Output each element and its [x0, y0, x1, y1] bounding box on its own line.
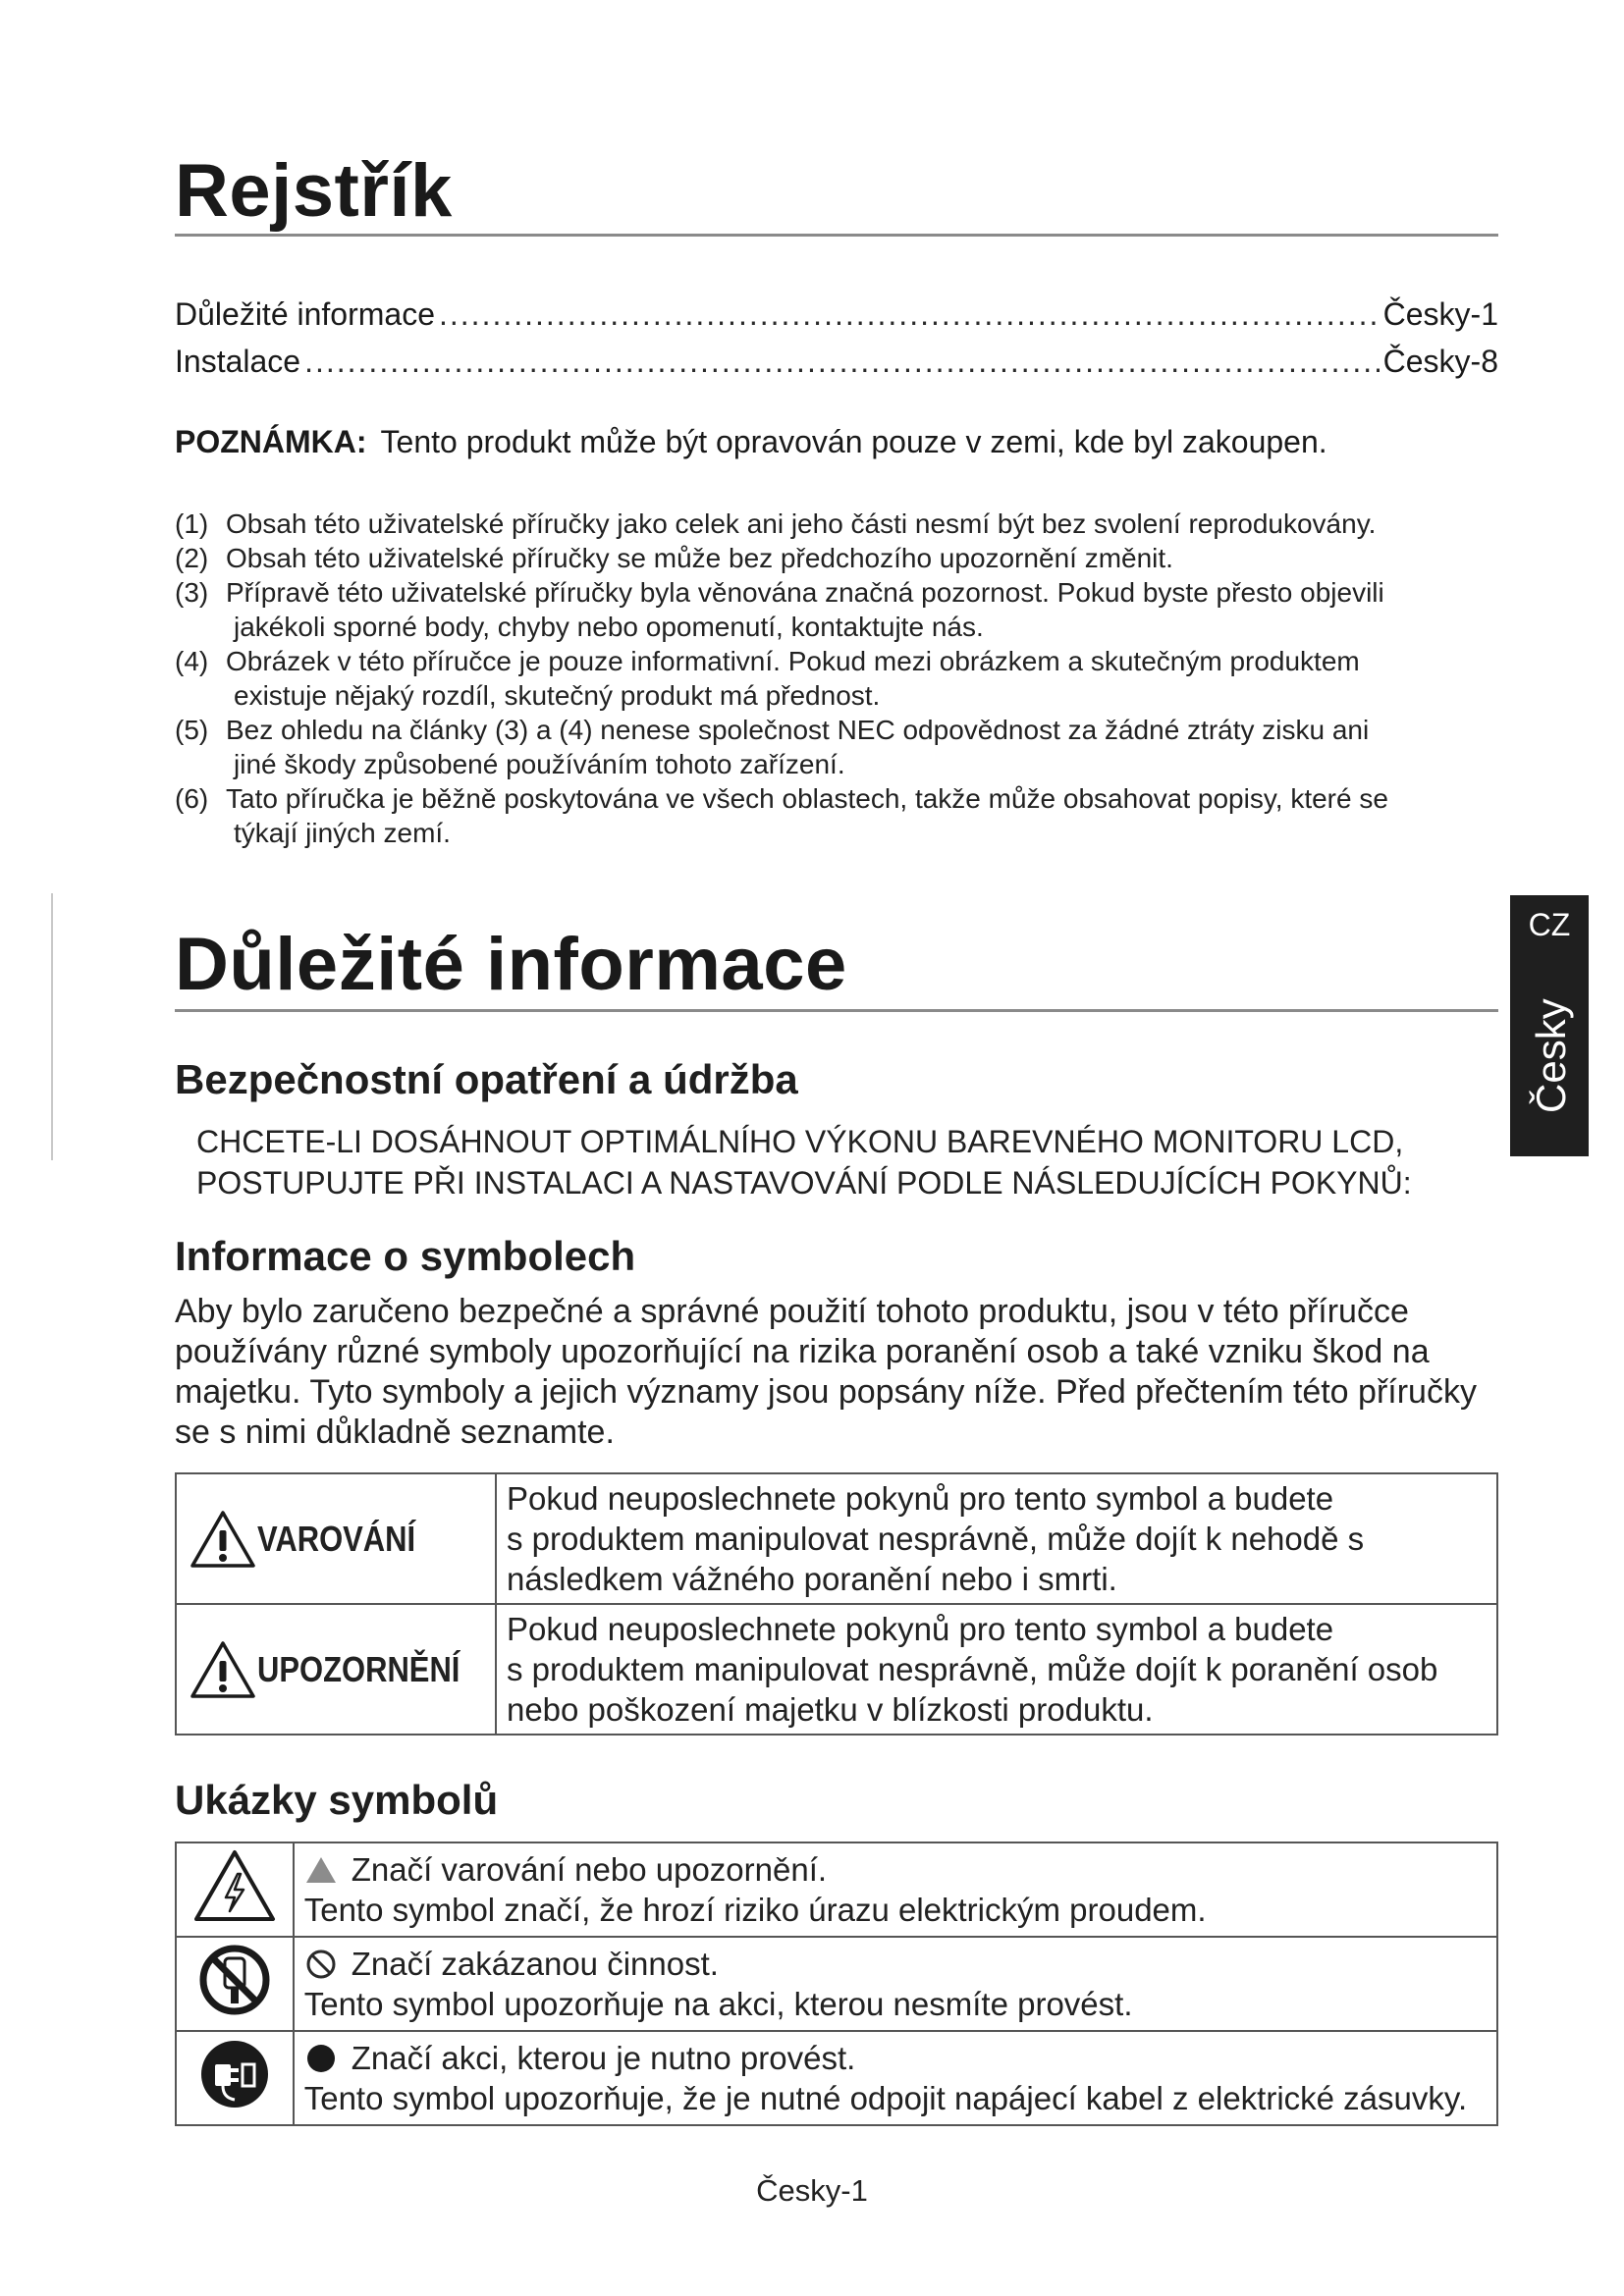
example-explanation: Tento symbol upozorňuje na akci, kterou nesmíte provést.: [303, 1986, 1133, 2022]
examples-heading: Ukázky symbolů: [175, 1777, 499, 1823]
safety-intro-line: POSTUPUJTE PŘI INSTALACI A NASTAVOVÁNÍ PODLE NÁSLEDUJÍCÍCH POKYNŮ:: [196, 1165, 1412, 1201]
language-code: CZ: [1528, 907, 1571, 942]
list-item-number: (3): [175, 577, 209, 608]
symbol-examples-table: [175, 1842, 1498, 2126]
do-not-disassemble-icon: [195, 1941, 274, 2019]
toc-entry-page: Česky-8: [1382, 344, 1498, 379]
safety-intro-line: CHCETE-LI DOSÁHNOUT OPTIMÁLNÍHO VÝKONU BAREVNÉHO MONITORU LCD,: [196, 1124, 1404, 1159]
list-item-number: (2): [175, 543, 209, 573]
safety-heading: Bezpečnostní opatření a údržba: [175, 1056, 798, 1102]
description-line: s produktem manipulovat nesprávně, může dojít k nehodě s: [506, 1521, 1365, 1557]
description-line: s produktem manipulovat nesprávně, může dojít k poranění osob: [506, 1651, 1438, 1687]
toc-entry-label: Instalace: [175, 344, 301, 379]
symbol-meaning-table: [175, 1472, 1498, 1735]
example-icon-cell: [176, 1937, 294, 2031]
example-description: [294, 1842, 1497, 1937]
symbols-heading: Informace o symbolech: [175, 1233, 636, 1279]
list-item: [175, 781, 1471, 850]
symbol-cell: [176, 1473, 496, 1604]
list-item-text: Bez ohledu na články (3) a (4) nenese společnost NEC odpovědnost za žádné ztráty zisku ani: [226, 715, 1370, 745]
list-item-number: (1): [175, 508, 209, 539]
list-item-number: (6): [175, 783, 209, 814]
example-meaning: Značí zakázanou činnost.: [351, 1946, 719, 1982]
list-item: [175, 575, 1471, 644]
table-row: [176, 1473, 1497, 1604]
example-description: [294, 2031, 1497, 2125]
list-item-text: Obsah této uživatelské příručky jako celek ani jeho části nesmí být bez svolení reprodukovány.: [226, 508, 1377, 539]
list-item-text: Obsah této uživatelské příručky se může bez předchozího upozornění změnit.: [226, 543, 1173, 573]
toc-leader-dots: [439, 291, 1380, 338]
note-label: POZNÁMKA:: [175, 424, 367, 459]
list-item-number: (5): [175, 715, 209, 745]
example-meaning: Značí varování nebo upozornění.: [351, 1851, 828, 1888]
unplug-icon: [195, 2035, 274, 2113]
index-title-rule: [175, 234, 1498, 237]
gray-triangle-icon: [304, 1855, 338, 1885]
paragraph-line: Aby bylo zaručeno bezpečné a správné použití tohoto produktu, jsou v této příručce: [175, 1293, 1409, 1330]
list-item-text: Tato příručka je běžně poskytována ve všech oblastech, takže může obsahovat popisy, které se: [226, 783, 1388, 814]
language-name: Česky: [1528, 998, 1574, 1113]
caution-triangle-icon: [189, 1639, 257, 1700]
list-item-number: (4): [175, 646, 209, 676]
list-item-text: Obrázek v této příručce je pouze informativní. Pokud mezi obrázkem a skutečným produktem: [226, 646, 1360, 676]
example-icon-cell: [176, 2031, 294, 2125]
table-of-contents: [175, 291, 1498, 385]
index-title: Rejstřík: [175, 149, 453, 233]
note-text: Tento produkt může být opravován pouze v zemi, kde byl zakoupen.: [380, 424, 1327, 459]
paragraph-line: se s nimi důkladně seznamte.: [175, 1414, 615, 1451]
symbol-description: [496, 1473, 1497, 1604]
description-line: Pokud neuposlechnete pokynů pro tento symbol a budete: [506, 1611, 1334, 1647]
electric-shock-warning-icon: [190, 1846, 279, 1925]
list-item: [175, 507, 1471, 541]
symbols-paragraph: [175, 1292, 1498, 1453]
description-line: následkem vážného poranění nebo i smrti.: [506, 1561, 1117, 1597]
paragraph-line: majetku. Tyto symboly a jejich významy jsou popsány níže. Před přečtením této příručky: [175, 1373, 1477, 1411]
description-line: Pokud neuposlechnete pokynů pro tento symbol a budete: [506, 1480, 1334, 1517]
safety-intro: [196, 1121, 1412, 1203]
example-icon-cell: [176, 1842, 294, 1937]
symbol-description: [496, 1604, 1497, 1735]
example-explanation: Tento symbol značí, že hrozí riziko úrazu elektrickým proudem.: [303, 1892, 1207, 1928]
list-item-text: Přípravě této uživatelské příručky byla věnována značná pozornost. Pokud byste přesto objevili: [226, 577, 1384, 608]
warning-label: VAROVÁNÍ: [257, 1519, 416, 1559]
prohibition-icon: [304, 1948, 338, 1981]
note: [175, 420, 1327, 463]
caution-label: UPOZORNĚNÍ: [257, 1649, 460, 1689]
list-item-text-continued: jakékoli sporné body, chyby nebo opomenutí, kontaktujte nás.: [234, 612, 984, 642]
example-description: [294, 1937, 1497, 2031]
list-item-text-continued: jiné škody způsobené používáním tohoto zařízení.: [234, 749, 845, 779]
margin-line: [51, 893, 53, 1160]
table-row: [176, 1937, 1497, 2031]
black-circle-icon: [304, 2042, 338, 2075]
warning-triangle-icon: [189, 1509, 257, 1570]
toc-entry-page: Česky-1: [1382, 296, 1498, 332]
list-item: [175, 644, 1471, 713]
toc-entry[interactable]: [175, 338, 1498, 385]
symbol-cell: [176, 1604, 496, 1735]
table-row: [176, 1604, 1497, 1735]
list-item-text-continued: týkají jiných zemí.: [234, 818, 451, 848]
toc-entry[interactable]: [175, 291, 1498, 338]
language-tab: [1510, 895, 1589, 1156]
list-item: [175, 713, 1471, 781]
description-line: nebo poškození majetku v blízkosti produktu.: [506, 1691, 1154, 1728]
important-info-title-rule: [175, 1009, 1498, 1012]
toc-leader-dots: [304, 338, 1380, 385]
example-meaning: Značí akci, kterou je nutno provést.: [351, 2040, 856, 2076]
list-item: [175, 541, 1471, 575]
page-number: Česky-1: [756, 2173, 868, 2208]
table-row: [176, 1842, 1497, 1937]
table-row: [176, 2031, 1497, 2125]
example-explanation: Tento symbol upozorňuje, že je nutné odpojit napájecí kabel z elektrické zásuvky.: [303, 2080, 1468, 2116]
paragraph-line: používány různé symboly upozorňující na rizika poranění osob a také vzniku škod na: [175, 1333, 1430, 1370]
list-item-text-continued: existuje nějaký rozdíl, skutečný produkt má přednost.: [234, 680, 881, 711]
toc-entry-label: Důležité informace: [175, 296, 435, 332]
notice-list: [175, 507, 1471, 850]
important-info-title: Důležité informace: [175, 923, 847, 1006]
